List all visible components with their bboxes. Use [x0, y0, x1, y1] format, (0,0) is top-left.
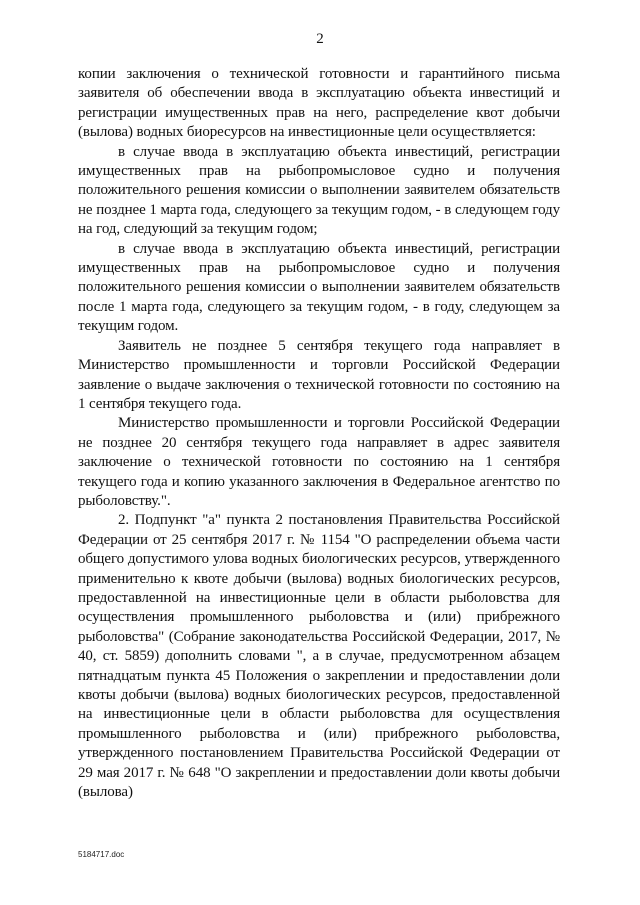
paragraph-continuation: копии заключения о технической готовности и гарантийного письма заявителя об обеспечении ввода в эксплуатацию объекта инвестиций и регистрации имущественных прав на него, распределение квот добычи (вылова) водных биоресурсов на инвестиционные цели осуществляется:	[78, 66, 560, 141]
paragraph-ministry-deadline: Министерство промышленности и торговли Российской Федерации не позднее 20 сентября текущего года направляет в адрес заявителя заключение о технической готовности по состоянию на 1 сентября текущего года и копию указанного заключения в Федеральное агентство по рыболовству.".	[78, 415, 560, 509]
paragraph-case-after-march: в случае ввода в эксплуатацию объекта инвестиций, регистрации имущественных прав на рыбопромысловое судно и получения положительного решения комиссии о выполнении заявителем обязательств после 1 марта года, следующего за текущим годом, - в году, следующем за текущим годом.	[78, 240, 560, 335]
document-body	[78, 65, 560, 802]
page-number: 2	[316, 31, 324, 47]
paragraph-item-2: 2. Подпункт "а" пункта 2 постановления Правительства Российской Федерации от 25 сентября 2017 г. № 1154 "О распределении объема части общего допустимого улова водных биологических ресурсов, утвержденного применительно к квоте добычи (вылова) водных биологических ресурсов, предоставленной на инвестиционные цели в области рыболовства для осуществления промышленного рыболовства и (или) прибрежного рыболовства" (Собрание законодательства Российской Федерации, 2017, № 40, ст. 5859) дополнить словами ", а в случае, предусмотренном абзацем пятнадцатым пункта 45 Положения о закреплении и предоставлении доли квоты добычи (вылова) водных биологических ресурсов, предоставленной на инвестиционные цели в области рыболовства для осуществления промышленного рыболовства и (или) прибрежного рыболовства, утвержденного постановлением Правительства Российской Федерации от 29 мая 2017 г. № 648 "О закреплении и предоставлении доли квоты добычи (вылова)	[78, 512, 560, 801]
paragraph-applicant-deadline: Заявитель не позднее 5 сентября текущего года направляет в Министерство промышленности и торговли Российской Федерации заявление о выдаче заключения о технической готовности по состоянию на 1 сентября текущего года.	[78, 337, 560, 412]
paragraph-case-before-march: в случае ввода в эксплуатацию объекта инвестиций, регистрации имущественных прав на рыбопромысловое судно и получения положительного решения комиссии о выполнении заявителем обязательств не позднее 1 марта года, следующего за текущим годом, - в следующем году на год, следующий за текущим годом;	[78, 143, 560, 238]
footer-filename: 5184717.doc	[78, 850, 125, 859]
